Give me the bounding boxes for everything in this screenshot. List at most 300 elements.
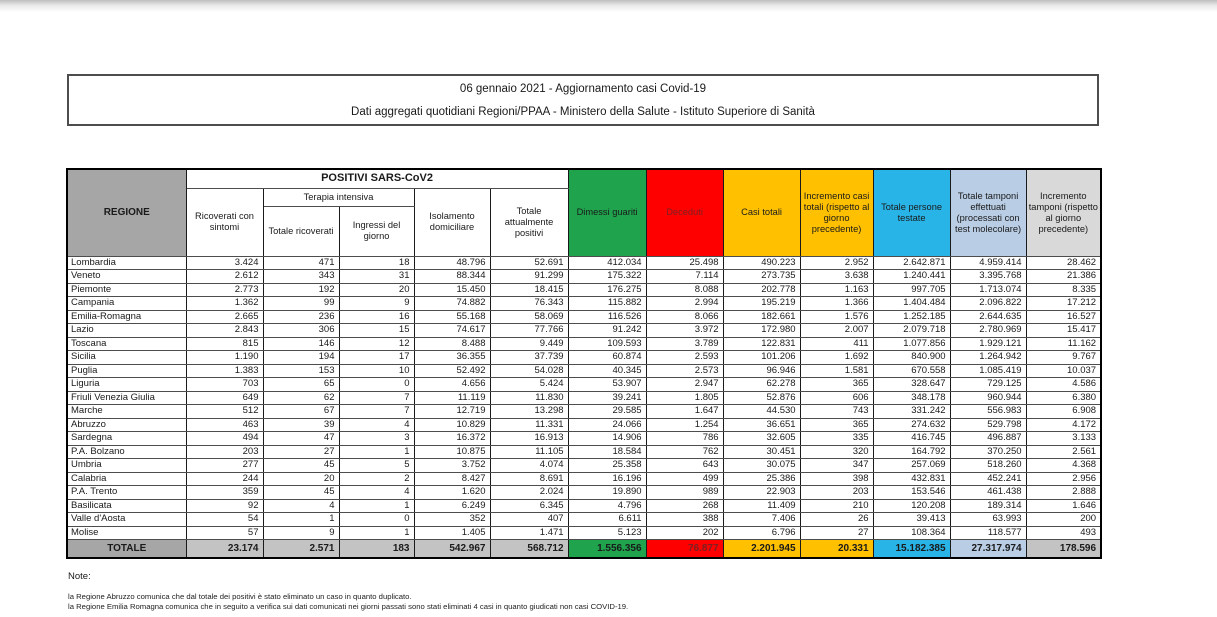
value-cell: 6.380: [1026, 391, 1101, 405]
value-cell: 1.647: [646, 405, 723, 419]
value-cell: 5.123: [568, 526, 646, 540]
value-cell: 257.069: [873, 459, 950, 473]
value-cell: 92: [186, 499, 263, 513]
value-cell: 1.383: [186, 364, 263, 378]
value-cell: 989: [646, 486, 723, 500]
value-cell: 10.037: [1026, 364, 1101, 378]
value-cell: 1.646: [1026, 499, 1101, 513]
value-cell: 703: [186, 378, 263, 392]
value-cell: 335: [800, 432, 873, 446]
value-cell: 4: [339, 418, 414, 432]
value-cell: 3: [339, 432, 414, 446]
total-value-cell: 76.877: [646, 540, 723, 559]
value-cell: 52.876: [723, 391, 800, 405]
value-cell: 65: [263, 378, 339, 392]
value-cell: 3.133: [1026, 432, 1101, 446]
value-cell: 57: [186, 526, 263, 540]
value-cell: 1: [339, 499, 414, 513]
region-name-cell: Sicilia: [67, 351, 186, 365]
value-cell: 1.366: [800, 297, 873, 311]
value-cell: 54: [186, 513, 263, 527]
table-row: [67, 486, 1101, 500]
value-cell: 11.830: [490, 391, 568, 405]
group-header-positivi-sars-cov2: POSITIVI SARS-CoV2: [186, 169, 568, 188]
col-header-incremento-tamponi: Incremento tamponi (rispetto al giorno precedente): [1026, 169, 1101, 256]
region-name-cell: Lombardia: [67, 256, 186, 270]
value-cell: 348.178: [873, 391, 950, 405]
value-cell: 11.119: [414, 391, 490, 405]
covid-data-table: [66, 168, 1102, 559]
value-cell: 499: [646, 472, 723, 486]
value-cell: 556.983: [950, 405, 1026, 419]
value-cell: 115.882: [568, 297, 646, 311]
value-cell: 236: [263, 310, 339, 324]
value-cell: 463: [186, 418, 263, 432]
value-cell: 182.661: [723, 310, 800, 324]
region-name-cell: Valle d'Aosta: [67, 513, 186, 527]
report-date-title: 06 gennaio 2021 - Aggiornamento casi Covid-19: [459, 83, 707, 95]
value-cell: 27: [263, 445, 339, 459]
value-cell: 63.993: [950, 513, 1026, 527]
value-cell: 365: [800, 378, 873, 392]
value-cell: 39.241: [568, 391, 646, 405]
table-row: [67, 324, 1101, 338]
value-cell: 1.692: [800, 351, 873, 365]
value-cell: 4: [339, 486, 414, 500]
region-name-cell: Campania: [67, 297, 186, 311]
value-cell: 52.492: [414, 364, 490, 378]
value-cell: 9.449: [490, 337, 568, 351]
value-cell: 16.913: [490, 432, 568, 446]
table-row: [67, 364, 1101, 378]
value-cell: 195.219: [723, 297, 800, 311]
value-cell: 8.427: [414, 472, 490, 486]
value-cell: 670.558: [873, 364, 950, 378]
value-cell: 176.275: [568, 283, 646, 297]
value-cell: 15.417: [1026, 324, 1101, 338]
value-cell: 16.196: [568, 472, 646, 486]
value-cell: 493: [1026, 526, 1101, 540]
value-cell: 116.526: [568, 310, 646, 324]
table-row: [67, 256, 1101, 270]
value-cell: 416.745: [873, 432, 950, 446]
value-cell: 210: [800, 499, 873, 513]
value-cell: 31: [339, 270, 414, 284]
value-cell: 189.314: [950, 499, 1026, 513]
value-cell: 12: [339, 337, 414, 351]
value-cell: 274.632: [873, 418, 950, 432]
region-name-cell: Toscana: [67, 337, 186, 351]
value-cell: 370.250: [950, 445, 1026, 459]
value-cell: 1.163: [800, 283, 873, 297]
value-cell: 118.577: [950, 526, 1026, 540]
value-cell: 16.372: [414, 432, 490, 446]
value-cell: 331.242: [873, 405, 950, 419]
value-cell: 19.890: [568, 486, 646, 500]
value-cell: 2.561: [1026, 445, 1101, 459]
value-cell: 18.584: [568, 445, 646, 459]
region-name-cell: Marche: [67, 405, 186, 419]
table-row: [67, 526, 1101, 540]
value-cell: 1.264.942: [950, 351, 1026, 365]
col-header-casi-totali: Casi totali: [723, 169, 800, 256]
table-row: [67, 391, 1101, 405]
value-cell: 17: [339, 351, 414, 365]
value-cell: 4.074: [490, 459, 568, 473]
value-cell: 175.322: [568, 270, 646, 284]
value-cell: 2.079.718: [873, 324, 950, 338]
value-cell: 96.946: [723, 364, 800, 378]
value-cell: 432.831: [873, 472, 950, 486]
value-cell: 58.069: [490, 310, 568, 324]
value-cell: 20: [263, 472, 339, 486]
value-cell: 1.620: [414, 486, 490, 500]
value-cell: 74.617: [414, 324, 490, 338]
value-cell: 1.190: [186, 351, 263, 365]
value-cell: 461.438: [950, 486, 1026, 500]
region-name-cell: Molise: [67, 526, 186, 540]
value-cell: 120.208: [873, 499, 950, 513]
value-cell: 1.404.484: [873, 297, 950, 311]
value-cell: 398: [800, 472, 873, 486]
value-cell: 2.096.822: [950, 297, 1026, 311]
value-cell: 494: [186, 432, 263, 446]
col-header-totale-tamponi: Totale tamponi effettuati (processati con test molecolare): [950, 169, 1026, 256]
value-cell: 37.739: [490, 351, 568, 365]
table-row: [67, 432, 1101, 446]
total-value-cell: 542.967: [414, 540, 490, 559]
table-row: [67, 418, 1101, 432]
value-cell: 53.907: [568, 378, 646, 392]
title-box: [67, 74, 1099, 126]
value-cell: 347: [800, 459, 873, 473]
value-cell: 153.546: [873, 486, 950, 500]
value-cell: 2.573: [646, 364, 723, 378]
value-cell: 7.114: [646, 270, 723, 284]
value-cell: 32.605: [723, 432, 800, 446]
value-cell: 2.593: [646, 351, 723, 365]
value-cell: 36.651: [723, 418, 800, 432]
value-cell: 17.212: [1026, 297, 1101, 311]
value-cell: 74.882: [414, 297, 490, 311]
value-cell: 1: [339, 445, 414, 459]
table-row: [67, 405, 1101, 419]
value-cell: 359: [186, 486, 263, 500]
value-cell: 15: [339, 324, 414, 338]
value-cell: 91.242: [568, 324, 646, 338]
report-subtitle: Dati aggregati quotidiani Regioni/PPAA - Ministero della Salute - Istituto Superiore di Sanità: [351, 106, 815, 118]
value-cell: 2.888: [1026, 486, 1101, 500]
value-cell: 99: [263, 297, 339, 311]
total-value-cell: 1.556.356: [568, 540, 646, 559]
notes-title: Note:: [68, 571, 91, 582]
value-cell: 153: [263, 364, 339, 378]
value-cell: 1.085.419: [950, 364, 1026, 378]
region-name-cell: P.A. Bolzano: [67, 445, 186, 459]
value-cell: 25.386: [723, 472, 800, 486]
region-name-cell: Sardegna: [67, 432, 186, 446]
value-cell: 2.644.635: [950, 310, 1026, 324]
value-cell: 5: [339, 459, 414, 473]
value-cell: 4.796: [568, 499, 646, 513]
value-cell: 1: [263, 513, 339, 527]
value-cell: 3.752: [414, 459, 490, 473]
value-cell: 2.952: [800, 256, 873, 270]
value-cell: 16.527: [1026, 310, 1101, 324]
value-cell: 11.162: [1026, 337, 1101, 351]
region-name-cell: Veneto: [67, 270, 186, 284]
value-cell: 3.638: [800, 270, 873, 284]
value-cell: 101.206: [723, 351, 800, 365]
value-cell: 55.168: [414, 310, 490, 324]
value-cell: 452.241: [950, 472, 1026, 486]
page-top-shadow: [0, 0, 1217, 12]
region-name-cell: Calabria: [67, 472, 186, 486]
col-header-dimessi-guariti: Dimessi guariti: [568, 169, 646, 256]
value-cell: 30.075: [723, 459, 800, 473]
value-cell: 306: [263, 324, 339, 338]
value-cell: 30.451: [723, 445, 800, 459]
value-cell: 3.395.768: [950, 270, 1026, 284]
table-row: [67, 337, 1101, 351]
region-name-cell: Lazio: [67, 324, 186, 338]
value-cell: 815: [186, 337, 263, 351]
value-cell: 9: [263, 526, 339, 540]
value-cell: 490.223: [723, 256, 800, 270]
value-cell: 1.713.074: [950, 283, 1026, 297]
table-row: [67, 270, 1101, 284]
value-cell: 52.691: [490, 256, 568, 270]
value-cell: 840.900: [873, 351, 950, 365]
total-value-cell: 183: [339, 540, 414, 559]
value-cell: 1.240.441: [873, 270, 950, 284]
table-body: [67, 256, 1101, 558]
region-name-cell: Abruzzo: [67, 418, 186, 432]
value-cell: 44.530: [723, 405, 800, 419]
value-cell: 8.488: [414, 337, 490, 351]
value-cell: 268: [646, 499, 723, 513]
value-cell: 471: [263, 256, 339, 270]
value-cell: 29.585: [568, 405, 646, 419]
value-cell: 203: [186, 445, 263, 459]
value-cell: 412.034: [568, 256, 646, 270]
value-cell: 8.335: [1026, 283, 1101, 297]
value-cell: 6.796: [723, 526, 800, 540]
value-cell: 10: [339, 364, 414, 378]
value-cell: 496.887: [950, 432, 1026, 446]
value-cell: 11.105: [490, 445, 568, 459]
value-cell: 2.642.871: [873, 256, 950, 270]
value-cell: 1.576: [800, 310, 873, 324]
value-cell: 77.766: [490, 324, 568, 338]
value-cell: 2.843: [186, 324, 263, 338]
value-cell: 14.906: [568, 432, 646, 446]
value-cell: 20: [339, 283, 414, 297]
col-header-ingressi-del-giorno: Ingressi del giorno: [339, 206, 414, 256]
value-cell: 320: [800, 445, 873, 459]
total-value-cell: 23.174: [186, 540, 263, 559]
total-value-cell: 15.182.385: [873, 540, 950, 559]
region-name-cell: Piemonte: [67, 283, 186, 297]
value-cell: 2.665: [186, 310, 263, 324]
value-cell: 343: [263, 270, 339, 284]
value-cell: 8.691: [490, 472, 568, 486]
region-name-cell: Umbria: [67, 459, 186, 473]
value-cell: 109.593: [568, 337, 646, 351]
value-cell: 8.066: [646, 310, 723, 324]
value-cell: 1.929.121: [950, 337, 1026, 351]
value-cell: 40.345: [568, 364, 646, 378]
value-cell: 27: [800, 526, 873, 540]
value-cell: 47: [263, 432, 339, 446]
value-cell: 21.386: [1026, 270, 1101, 284]
value-cell: 39.413: [873, 513, 950, 527]
value-cell: 0: [339, 513, 414, 527]
value-cell: 643: [646, 459, 723, 473]
value-cell: 4.959.414: [950, 256, 1026, 270]
total-value-cell: 178.596: [1026, 540, 1101, 559]
table-row: [67, 445, 1101, 459]
value-cell: 2.947: [646, 378, 723, 392]
value-cell: 3.972: [646, 324, 723, 338]
value-cell: 328.647: [873, 378, 950, 392]
total-value-cell: 568.712: [490, 540, 568, 559]
value-cell: 18: [339, 256, 414, 270]
value-cell: 365: [800, 418, 873, 432]
note-line-emilia-romagna: la Regione Emilia Romagna comunica che in seguito a verifica sui dati comunicati nei giorni passati sono stati eliminati 4 casi in quanto giudicati non casi COVID-19.: [68, 601, 629, 611]
value-cell: 26: [800, 513, 873, 527]
table-row: [67, 310, 1101, 324]
value-cell: 8.088: [646, 283, 723, 297]
value-cell: 1.252.185: [873, 310, 950, 324]
region-name-cell: Emilia-Romagna: [67, 310, 186, 324]
value-cell: 45: [263, 459, 339, 473]
value-cell: 45: [263, 486, 339, 500]
value-cell: 3.789: [646, 337, 723, 351]
value-cell: 786: [646, 432, 723, 446]
value-cell: 2.007: [800, 324, 873, 338]
region-name-cell: Liguria: [67, 378, 186, 392]
total-row-label: TOTALE: [67, 540, 186, 559]
value-cell: 28.462: [1026, 256, 1101, 270]
value-cell: 9.767: [1026, 351, 1101, 365]
table-row: [67, 351, 1101, 365]
value-cell: 10.875: [414, 445, 490, 459]
value-cell: 48.796: [414, 256, 490, 270]
value-cell: 1.254: [646, 418, 723, 432]
value-cell: 88.344: [414, 270, 490, 284]
value-cell: 388: [646, 513, 723, 527]
value-cell: 9: [339, 297, 414, 311]
col-header-totale-ricoverati: Totale ricoverati: [263, 206, 339, 256]
value-cell: 11.331: [490, 418, 568, 432]
note-line-abruzzo: la Regione Abruzzo comunica che dal totale dei positivi è stato eliminato un caso in quanto duplicato.: [68, 592, 412, 601]
value-cell: 1.077.856: [873, 337, 950, 351]
value-cell: 2.773: [186, 283, 263, 297]
value-cell: 997.705: [873, 283, 950, 297]
region-name-cell: Puglia: [67, 364, 186, 378]
value-cell: 2.994: [646, 297, 723, 311]
value-cell: 62.278: [723, 378, 800, 392]
value-cell: 352: [414, 513, 490, 527]
total-value-cell: 20.331: [800, 540, 873, 559]
value-cell: 4.172: [1026, 418, 1101, 432]
value-cell: 146: [263, 337, 339, 351]
value-cell: 164.792: [873, 445, 950, 459]
value-cell: 4: [263, 499, 339, 513]
value-cell: 10.829: [414, 418, 490, 432]
value-cell: 512: [186, 405, 263, 419]
value-cell: 60.874: [568, 351, 646, 365]
table-header: [67, 169, 1101, 256]
value-cell: 2.956: [1026, 472, 1101, 486]
table-row: [67, 499, 1101, 513]
value-cell: 13.298: [490, 405, 568, 419]
col-header-totale-persone-testate: Totale persone testate: [873, 169, 950, 256]
value-cell: 108.364: [873, 526, 950, 540]
table-row: [67, 459, 1101, 473]
value-cell: 22.903: [723, 486, 800, 500]
table-row: [67, 297, 1101, 311]
value-cell: 172.980: [723, 324, 800, 338]
total-value-cell: 2.201.945: [723, 540, 800, 559]
value-cell: 76.343: [490, 297, 568, 311]
region-name-cell: P.A. Trento: [67, 486, 186, 500]
group-header-terapia-intensiva: Terapia intensiva: [263, 188, 414, 206]
value-cell: 729.125: [950, 378, 1026, 392]
value-cell: 5.424: [490, 378, 568, 392]
value-cell: 743: [800, 405, 873, 419]
notes-section: [68, 571, 1128, 611]
value-cell: 4.586: [1026, 378, 1101, 392]
value-cell: 25.498: [646, 256, 723, 270]
value-cell: 200: [1026, 513, 1101, 527]
value-cell: 2: [339, 472, 414, 486]
value-cell: 407: [490, 513, 568, 527]
value-cell: 192: [263, 283, 339, 297]
value-cell: 273.735: [723, 270, 800, 284]
value-cell: 25.358: [568, 459, 646, 473]
value-cell: 67: [263, 405, 339, 419]
value-cell: 1.581: [800, 364, 873, 378]
region-name-cell: Basilicata: [67, 499, 186, 513]
value-cell: 529.798: [950, 418, 1026, 432]
value-cell: 2.024: [490, 486, 568, 500]
value-cell: 202: [646, 526, 723, 540]
value-cell: 960.944: [950, 391, 1026, 405]
value-cell: 24.066: [568, 418, 646, 432]
total-row: [67, 540, 1101, 559]
value-cell: 6.908: [1026, 405, 1101, 419]
value-cell: 649: [186, 391, 263, 405]
value-cell: 1.805: [646, 391, 723, 405]
value-cell: 91.299: [490, 270, 568, 284]
value-cell: 7: [339, 405, 414, 419]
value-cell: 4.656: [414, 378, 490, 392]
total-value-cell: 27.317.974: [950, 540, 1026, 559]
value-cell: 0: [339, 378, 414, 392]
value-cell: 2.612: [186, 270, 263, 284]
value-cell: 6.345: [490, 499, 568, 513]
value-cell: 2.780.969: [950, 324, 1026, 338]
value-cell: 4.368: [1026, 459, 1101, 473]
value-cell: 244: [186, 472, 263, 486]
region-name-cell: Friuli Venezia Giulia: [67, 391, 186, 405]
value-cell: 62: [263, 391, 339, 405]
value-cell: 203: [800, 486, 873, 500]
value-cell: 54.028: [490, 364, 568, 378]
value-cell: 122.831: [723, 337, 800, 351]
